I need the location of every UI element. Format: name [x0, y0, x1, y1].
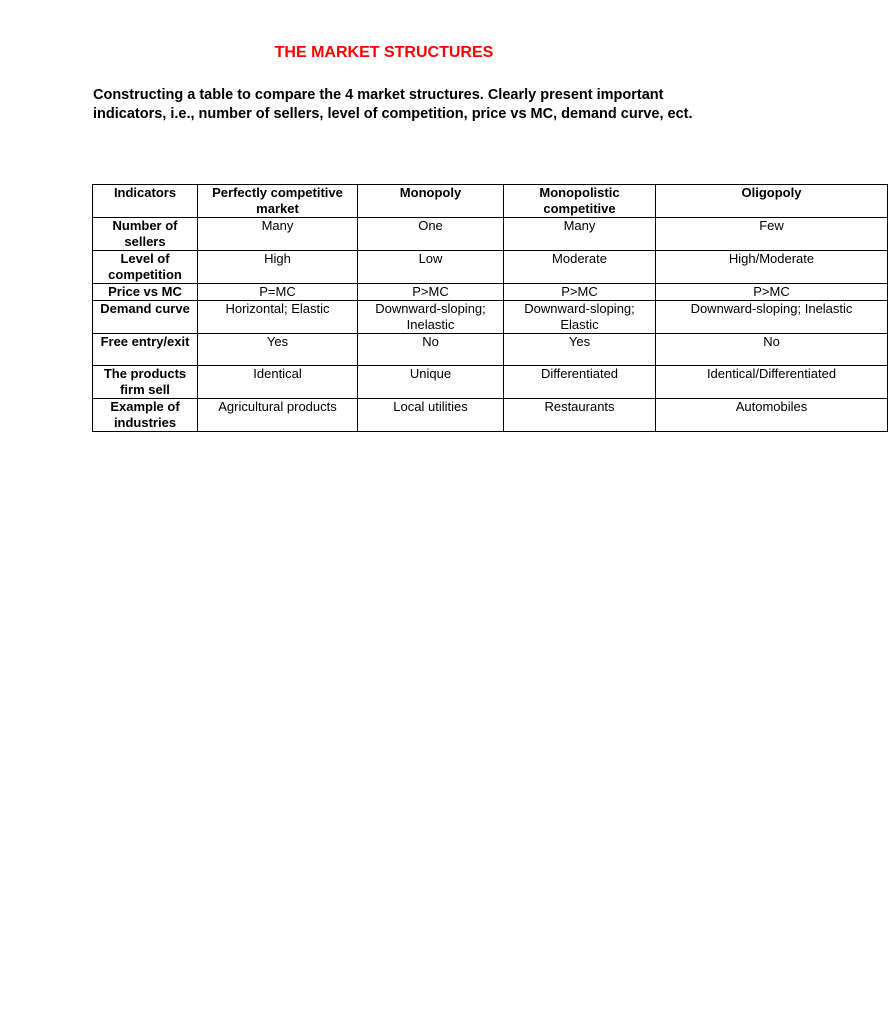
table-row	[93, 251, 888, 284]
header-indicators: Indicators	[93, 185, 198, 218]
table-cell: Moderate	[504, 251, 656, 284]
page-title: THE MARKET STRUCTURES	[274, 44, 494, 61]
table-cell: Restaurants	[504, 399, 656, 432]
table-cell: One	[358, 218, 504, 251]
table-cell: Low	[358, 251, 504, 284]
table-cell: High	[198, 251, 358, 284]
table-cell: Few	[656, 218, 888, 251]
table-cell: Horizontal; Elastic	[198, 301, 358, 334]
table-cell: Agricultural products	[198, 399, 358, 432]
header-perfect-competition: Perfectly competitive market	[198, 185, 358, 218]
table-cell: Differentiated	[504, 366, 656, 399]
row-label-demand-curve: Demand curve	[93, 301, 198, 334]
table-cell: Automobiles	[656, 399, 888, 432]
comparison-table-container	[92, 184, 853, 430]
table-row	[93, 218, 888, 251]
table-cell: Many	[198, 218, 358, 251]
market-structures-table	[92, 184, 888, 432]
row-label-level-of-competition: Level of competition	[93, 251, 198, 284]
table-row	[93, 334, 888, 366]
table-cell: Local utilities	[358, 399, 504, 432]
table-cell: Yes	[504, 334, 656, 366]
table-cell: P>MC	[504, 284, 656, 301]
table-row	[93, 366, 888, 399]
table-header-row	[93, 185, 888, 218]
table-cell: P=MC	[198, 284, 358, 301]
table-cell: Yes	[198, 334, 358, 366]
table-cell: Identical	[198, 366, 358, 399]
table-cell: Unique	[358, 366, 504, 399]
table-cell: Many	[504, 218, 656, 251]
header-oligopoly: Oligopoly	[656, 185, 888, 218]
table-row	[93, 284, 888, 301]
row-label-products-firm-sell: The products firm sell	[93, 366, 198, 399]
table-cell: Identical/Differentiated	[656, 366, 888, 399]
table-cell: Downward-sloping; Inelastic	[656, 301, 888, 334]
table-cell: P>MC	[656, 284, 888, 301]
table-row	[93, 301, 888, 334]
table-cell: P>MC	[358, 284, 504, 301]
row-label-number-of-sellers: Number of sellers	[93, 218, 198, 251]
table-cell: No	[358, 334, 504, 366]
table-cell: Downward-sloping; Inelastic	[358, 301, 504, 334]
table-cell: Downward-sloping; Elastic	[504, 301, 656, 334]
row-label-price-vs-mc: Price vs MC	[93, 284, 198, 301]
table-row	[93, 399, 888, 432]
row-label-example-of-industries: Example of industries	[93, 399, 198, 432]
intro-paragraph: Constructing a table to compare the 4 market structures. Clearly present important indicators, i.e., number of sellers, level of competition, price vs MC, demand curve, ect.	[93, 87, 693, 122]
table-cell: High/Moderate	[656, 251, 888, 284]
table-cell: No	[656, 334, 888, 366]
header-monopolistic-competition: Monopolistic competitive	[504, 185, 656, 218]
row-label-free-entry-exit: Free entry/exit	[93, 334, 198, 366]
header-monopoly: Monopoly	[358, 185, 504, 218]
